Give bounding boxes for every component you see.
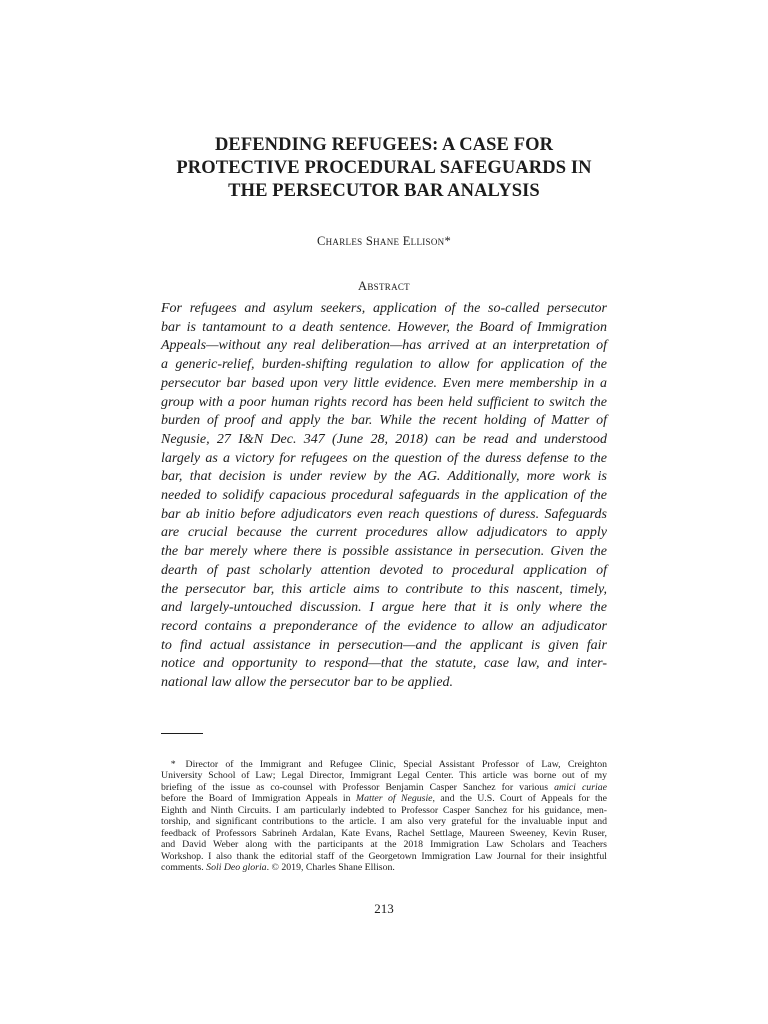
abstract-line: dearth of past scholarly attention devoted to procedural application of xyxy=(161,562,607,578)
author-byline: Charles Shane Ellison* xyxy=(316,234,452,248)
abstract-line: national law allow the persecutor bar to be applied. xyxy=(161,675,454,691)
footnote-line: feedback of Professors Sabrineh Ardalan, Kate Evans, Rachel Settlage, Maureen Sweeney, Kevin Ruser, xyxy=(161,827,607,839)
footnote-line xyxy=(161,759,607,770)
abstract-line: Negusie, 27 I&N Dec. 347 (June 28, 2018) can be read and understood xyxy=(161,431,607,447)
footnote-line xyxy=(161,782,607,793)
footnote-marker: * xyxy=(170,759,176,770)
abstract-line: burden of proof and apply the bar. While the recent holding of Matter of xyxy=(161,413,607,429)
abstract-heading: Abstract xyxy=(358,279,410,293)
abstract-text xyxy=(161,300,607,693)
footnote-line: torship, and significant contributions to the article. I am also very grateful for the invaluable input and xyxy=(161,816,607,828)
abstract-line: the persecutor bar, this article aims to contribute to this nascent, timely, xyxy=(161,581,607,597)
abstract-line: and largely-untouched discussion. I argue here that it is only where the xyxy=(161,600,607,616)
footnote-line: Eighth and Ninth Circuits. I am particularly indebted to Professor Casper Sanchez for his guidance, men- xyxy=(161,804,607,816)
abstract-line: largely as a victory for refugees on the question of the duress defense to the xyxy=(161,450,607,466)
abstract-line: group with a poor human rights record has been held sufficient to switch the xyxy=(161,394,607,410)
footnote-separator xyxy=(161,733,203,734)
footnote-text: before the Board of Immigration Appeals in xyxy=(161,793,356,805)
title-line: PROTECTIVE PROCEDURAL SAFEGUARDS IN xyxy=(176,158,592,178)
abstract-line: bar is tantamount to a death sentence. However, the Board of Immigration xyxy=(161,319,607,335)
footnote-text: , and the U.S. Court of Appeals for the xyxy=(432,793,607,805)
abstract-line: a generic-relief, burden-shifting regulation to allow for application of the xyxy=(161,357,607,373)
footnote-line: University School of Law; Legal Director, Immigrant Legal Center. This article was borne out of my xyxy=(161,770,607,782)
footnote-italic: amici curiae xyxy=(554,781,607,793)
abstract-line: needed to solidify capacious procedural safeguards in the application of the xyxy=(161,488,607,504)
footnote-text: briefing of the issue as co-counsel with Professor Benjamin Casper Sanchez for various xyxy=(161,781,555,793)
title-line: DEFENDING REFUGEES: A CASE FOR xyxy=(214,135,554,155)
abstract-line: the bar merely where there is possible assistance in persecution. Given the xyxy=(161,544,607,560)
footnote-line: Workshop. I also thank the editorial staff of the Georgetown Immigration Law Journal for their insightful xyxy=(161,850,607,862)
footnote-text: Director of the Immigrant and Refugee Clinic, Special Assistant Professor of Law, Creighton xyxy=(185,759,607,770)
footnote-text: comments. xyxy=(161,862,207,874)
footnote-italic: Soli Deo gloria xyxy=(206,862,267,874)
abstract-line: bar, that decision is under review by the AG. Additionally, more work is xyxy=(161,469,607,485)
page-number: 213 xyxy=(374,901,394,916)
footnote-line xyxy=(161,793,607,804)
abstract-line: persecutor bar based upon very little evidence. Even mere membership in a xyxy=(161,375,607,391)
footnote-line xyxy=(161,862,607,873)
footnote-line: and David Weber along with the participants at the 2018 Immigration Law Scholars and Teachers xyxy=(161,839,607,851)
abstract-line: to find actual assistance in persecution—and the applicant is given fair xyxy=(161,637,607,653)
article-title xyxy=(140,134,628,203)
abstract-line: notice and opportunity to respond—that the statute, case law, and inter- xyxy=(161,656,607,672)
footnote-text: . © 2019, Charles Shane Ellison. xyxy=(266,862,395,874)
abstract-line: For refugees and asylum seekers, application of the so-called persecutor xyxy=(161,301,607,316)
abstract-line: Appeals—without any real deliberation—has arrived at an interpretation of xyxy=(161,338,607,354)
abstract-line: are crucial because the current procedures allow adjudicators to apply xyxy=(161,525,607,541)
abstract-line: bar ab initio before adjudicators even reach questions of duress. Safeguards xyxy=(161,506,607,522)
abstract-line: record contains a preponderance of the evidence to allow an adjudicator xyxy=(161,618,607,634)
title-line: THE PERSECUTOR BAR ANALYSIS xyxy=(228,181,540,201)
footnote-italic: Matter of Negusie xyxy=(355,793,433,805)
author-footnote xyxy=(161,759,607,874)
